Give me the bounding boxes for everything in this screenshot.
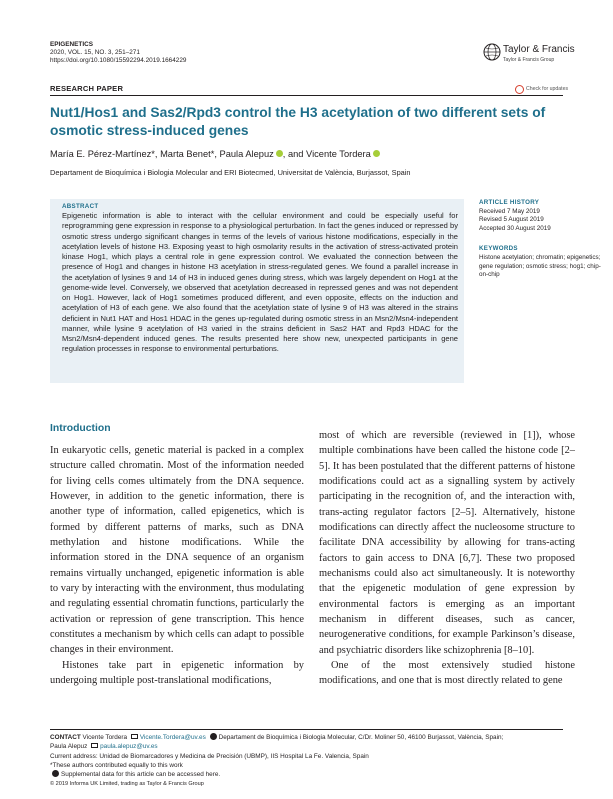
article-title: Nut1/Hos1 and Sas2/Rpd3 control the H3 acetylation of two different sets of osmotic stress-induced genes bbox=[50, 105, 546, 138]
history-received: Received 7 May 2019 bbox=[479, 207, 540, 215]
email-icon bbox=[131, 734, 138, 739]
journal-info bbox=[50, 41, 186, 66]
current-address: Current address: Unidad de Biomarcadores y Medicina de Precisión (UBMP), IIS Hospital La Fe. Valencia, Spain bbox=[50, 752, 369, 760]
check-updates-label: Check for updates bbox=[526, 86, 569, 92]
header-rule bbox=[50, 95, 563, 96]
check-updates-button[interactable] bbox=[515, 85, 569, 95]
contact2-email-link[interactable]: paula.alepuz@uv.es bbox=[100, 743, 158, 751]
paragraph: Histones take part in epigenetic information by undergoing multiple post-translational modifications, bbox=[50, 659, 304, 686]
journal-issue: 2020, VOL. 15, NO. 3, 251–271 bbox=[50, 49, 140, 57]
contact-label: CONTACT bbox=[50, 734, 81, 741]
history-revised: Revised 5 August 2019 bbox=[479, 216, 544, 224]
contact-address: Departament de Bioquímica i Biologia Molecular, C/Dr. Moliner 50, 46100 Burjassot, València, Spain; bbox=[218, 734, 504, 741]
author-2: Marta Benet*, bbox=[160, 149, 217, 159]
contact2-name: Paula Alepuz bbox=[50, 743, 88, 751]
publisher-name: Taylor & Francis bbox=[503, 44, 575, 55]
publisher-logo bbox=[483, 41, 593, 69]
author-list bbox=[50, 149, 380, 159]
journal-name: EPIGENETICS bbox=[50, 41, 93, 48]
contact-email-link[interactable]: Vicente.Tordera@uv.es bbox=[139, 734, 206, 741]
footer-notes bbox=[50, 733, 570, 779]
journal-doi[interactable]: https://doi.org/10.1080/15592294.2019.1664229 bbox=[50, 57, 187, 65]
body-column-right bbox=[319, 428, 575, 689]
supplemental-icon bbox=[52, 770, 59, 777]
email-icon bbox=[91, 743, 98, 748]
orcid-icon[interactable] bbox=[276, 150, 283, 157]
abstract-text: Epigenetic information is able to interact with the cellular environment and could be especially useful for reprogramming gene expression in response to a physiological perturbation. In fact the genes induced or repressed by osmotic stress undergo significant changes in terms of the levels of various histone modifications, especially in the acetylation levels of histone H3. Exposing yeast to high osmolarity results in the activation of stress-activated protein kinase Hog1, which plays a central role in gene expression control. We evaluated the connection between the presence of Hog1 and changes in histone H3 acetylation in stress-regulated genes. We found a parallel increase in the acetylation of lysines 9 and 14 of H3 in induced genes during stress, which was largely dependent on Hog1 at the genome-wide level. Conversely, we observed that acetylation decreased in repressed genes and was not dependent on Hog1. However, lack of Hog1 sometimes produced different, and even opposite, effects on the induction and acetylation of H3 of each gene. We also found that the acetylation state of lysine 9 of H3 was altered in the strains deficient in Nut1 HAT and Hos1 HDAC in the genes up-regulated during osmotic stress in an Msn2/Msn4-independent manner, while lysine 9 acetylation of H3 varied in the strains deficient in Sas2 HAT and Rpd3 HDAC for the Msn2/Msn4-dependent induced genes. The results presented here show new, unexpected participants in gene regulation processes in response to environmental perturbations. bbox=[62, 211, 458, 354]
history-accepted: Accepted 30 August 2019 bbox=[479, 224, 551, 232]
footer-rule bbox=[50, 729, 563, 730]
contact-name: Vicente Tordera bbox=[82, 734, 128, 741]
copyright: © 2019 Informa UK Limited, trading as Taylor & Francis Group bbox=[50, 781, 204, 787]
author-1: María E. Pérez-Martínez*, bbox=[50, 149, 158, 159]
paragraph: In eukaryotic cells, genetic material is packed in a complex structure called chromatin. Most of the information needed for living cells comes ultimately from the DNA sequence. However, in addition to the genetic information, there is another type of information, called epigenetics, which is formed by different patterns of marks, such as DNA methylation and histone modifications. While the information stored in the DNA sequence of an organism remains virtually unchanged, epigenetic information is able to vary by interacting with the environment, thus modulating and regulating essential chromatin functions, particularly the activation or repression of gene transcription. This hence constitutes a mechanism by which cells can adapt to possible changes in their environment. bbox=[50, 445, 304, 656]
abstract-label: ABSTRACT bbox=[62, 203, 99, 210]
orcid-icon[interactable] bbox=[373, 150, 380, 157]
equal-contribution: *These authors contributed equally to this work bbox=[50, 761, 183, 769]
publisher-sub: Taylor & Francis Group bbox=[503, 57, 555, 63]
supplemental-link[interactable]: Supplemental data for this article can be accessed here. bbox=[61, 771, 221, 779]
history-label: ARTICLE HISTORY bbox=[479, 199, 540, 206]
keywords-label: KEYWORDS bbox=[479, 245, 518, 253]
keywords-text: Histone acetylation; chromatin; epigenetics; gene regulation; osmotic stress; hog1; chip-on-chip bbox=[479, 253, 601, 279]
author-4: , and Vicente Tordera bbox=[282, 149, 371, 159]
article-sidebar bbox=[479, 199, 603, 280]
paragraph: most of which are reversible (reviewed in [1]), whose multiple combinations have been called the histone code [2–5]. It has been postulated that the different patterns of histone modifications could act as a signalling system by actively participating in the recognition of, and the interaction with, trans-acting regulator factors [2–5]. Alternatively, histone modifications can directly affect the nucleosome structure to facilitate DNA accessibility by allowing for trans-acting factors to gain access to DNA [6,7]. These two proposed mechanisms could also act simultaneously. It is noteworthy that the epigenetic modulation of gene expression by environmental factors is emerging as an important mechanism in different diseases, such as cancer, neurogenerative conditions, for example Parkinson’s disease, and psychiatric disorders like schizophrenia [8–10]. bbox=[319, 430, 575, 656]
publisher-globe-icon bbox=[483, 43, 501, 61]
section-heading: Introduction bbox=[50, 423, 111, 434]
article-type: RESEARCH PAPER bbox=[50, 84, 124, 93]
body-column-left bbox=[50, 443, 304, 688]
address-icon bbox=[210, 733, 217, 740]
affiliation: Departament de Bioquímica i Biologia Molecular and ERI Biotecmed, Universitat de València, Burjassot, Spain bbox=[50, 168, 411, 177]
check-updates-icon bbox=[515, 85, 524, 94]
paragraph: One of the most extensively studied histone modifications, and one that is most directly related to gene bbox=[319, 659, 575, 687]
author-3: Paula Alepuz bbox=[219, 149, 274, 159]
